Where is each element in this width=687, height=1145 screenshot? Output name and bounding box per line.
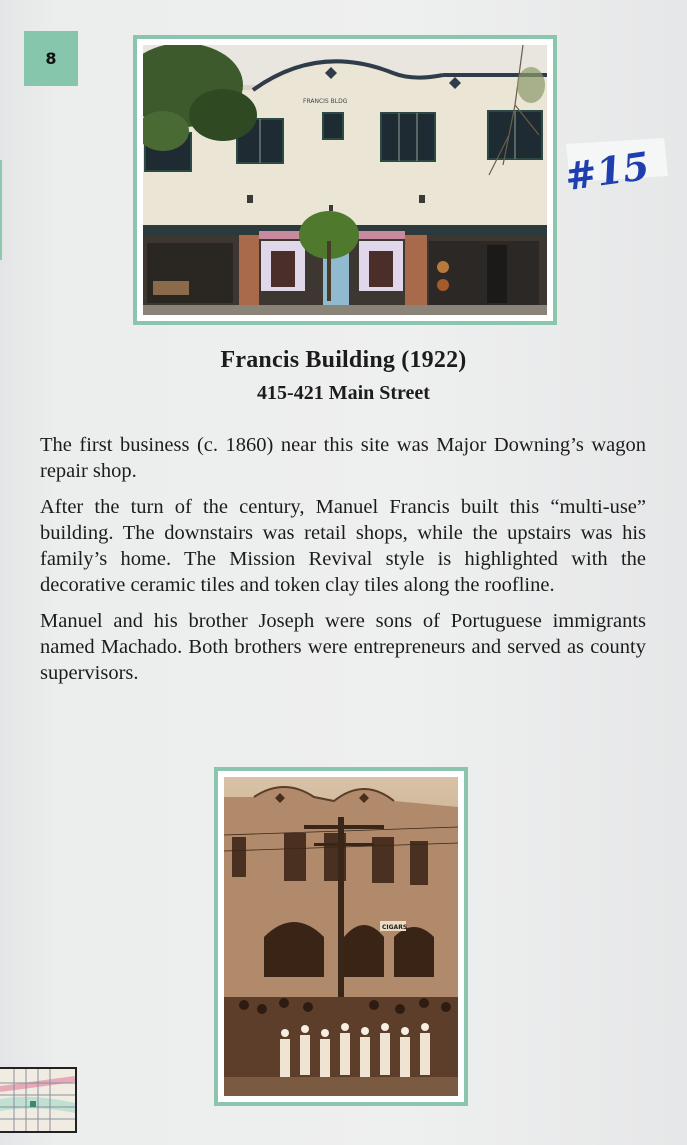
page-number-badge (24, 31, 78, 86)
address-subtitle: 415-421 Main Street (257, 382, 430, 404)
building-sign: FRANCIS BLDG (303, 98, 348, 105)
left-edge-tab (0, 160, 2, 260)
historic-sepia-photo-image (224, 777, 458, 1096)
locator-map-thumbnail (0, 1067, 77, 1133)
francis-building-photo-image (143, 45, 547, 315)
page-title: Francis Building (1922) (220, 347, 467, 373)
body-text (40, 432, 646, 696)
page-number: 8 (45, 49, 57, 68)
paragraph-1: The first business (c. 1860) near this site was Major Downing’s wagon repair shop. (40, 434, 646, 482)
handwritten-note-sticker (560, 136, 672, 196)
modern-building-photo (133, 35, 557, 325)
historic-building-photo (214, 767, 468, 1106)
handwritten-label-note (560, 136, 672, 196)
paragraph-3: Manuel and his brother Joseph were sons of Portuguese immigrants named Machado. Both brothers were entrepreneurs and served as county supervisors. (40, 610, 646, 684)
locator-map-image (0, 1069, 75, 1131)
handwritten-number: #15 (561, 142, 653, 196)
cigars-sign: CIGARS (382, 924, 408, 931)
paragraph-2: After the turn of the century, Manuel Francis built this “multi-use” building. The downstairs was retail shops, while the upstairs was his family’s home. The Mission Revival style is highlighted with the decorative ceramic tiles and token clay tiles along the roofline. (40, 496, 646, 596)
